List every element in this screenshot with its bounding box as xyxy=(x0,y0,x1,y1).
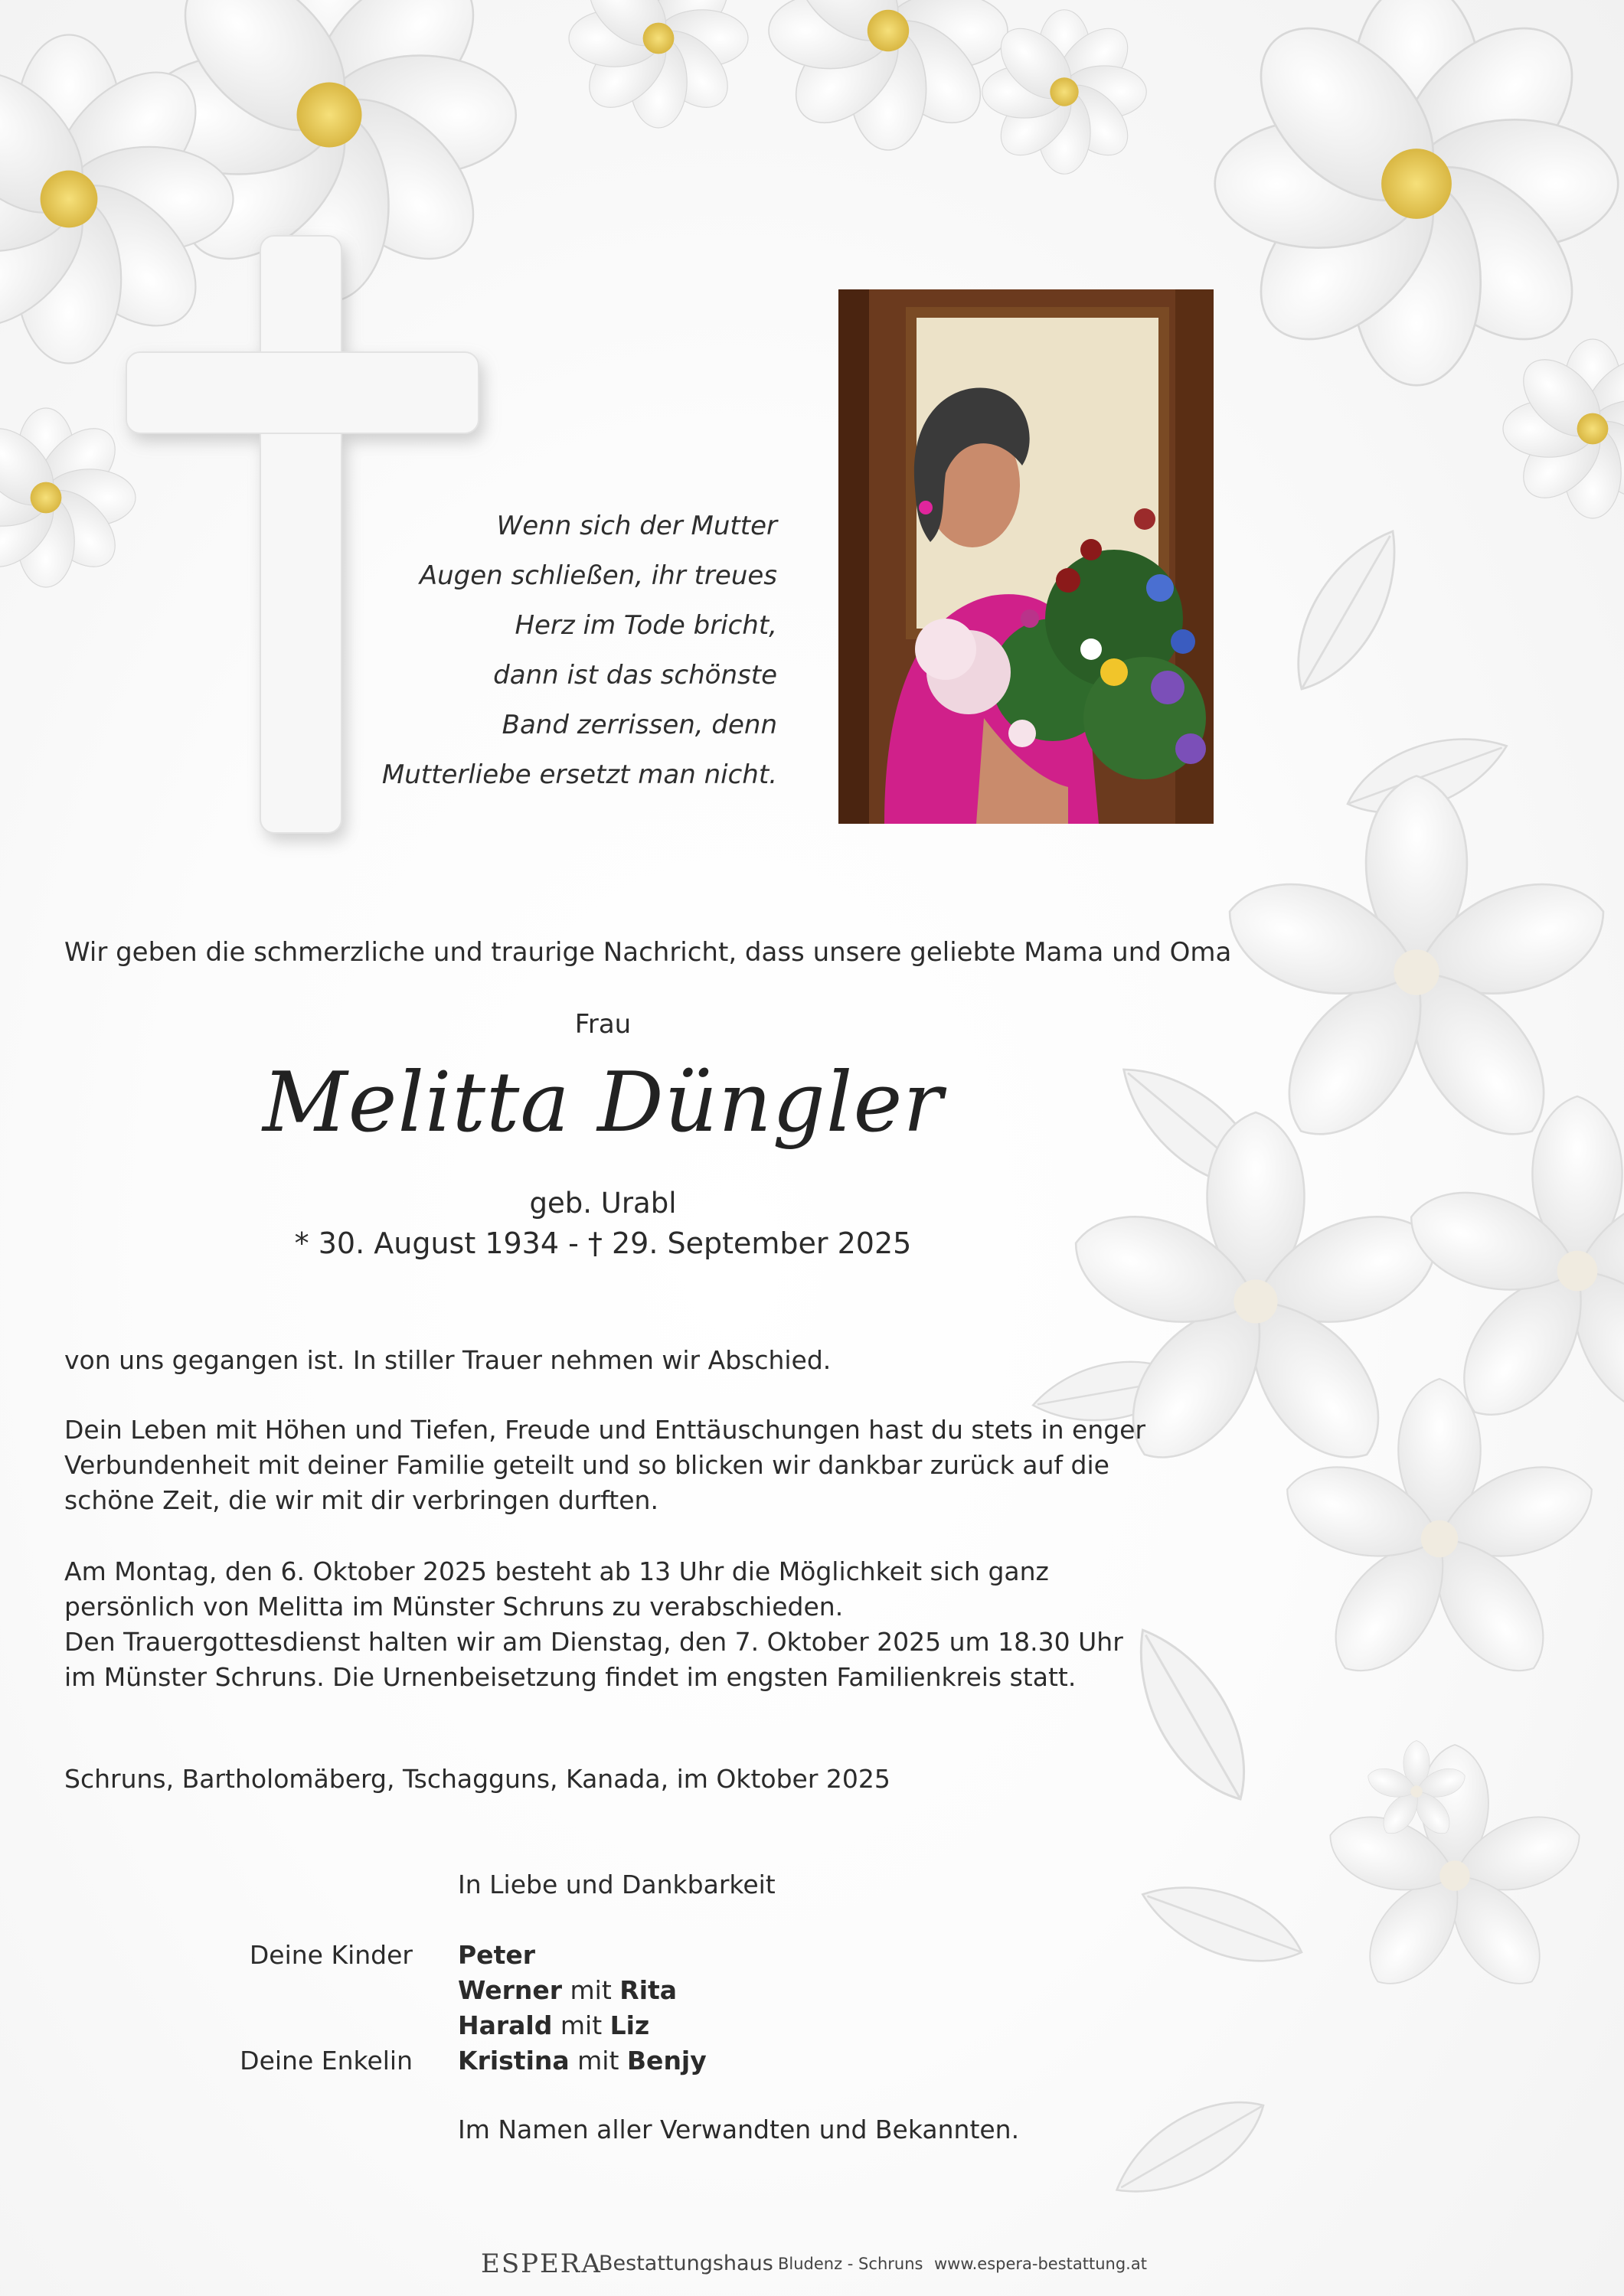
footer xyxy=(0,2249,1624,2282)
partner-name: Liz xyxy=(609,2010,650,2040)
flower-icon xyxy=(1215,0,1619,385)
flower-icon xyxy=(0,408,136,587)
mourner-name: Werner xyxy=(458,1975,563,2005)
partner-name: Rita xyxy=(619,1975,678,2005)
poem-line: Band zerrissen, denn xyxy=(502,710,777,740)
mourner-line xyxy=(458,1975,677,2005)
intro-text: Wir geben die schmerzliche und traurige Nachricht, dass unsere geliebte Mama und Oma xyxy=(64,937,1232,968)
flower-icon xyxy=(1214,776,1619,1161)
poem-line: Augen schließen, ihr treues xyxy=(419,560,777,591)
mourner-name: Harald xyxy=(458,2010,553,2040)
mourner-name: Kristina xyxy=(458,2046,570,2076)
body-paragraph xyxy=(64,1343,831,1378)
body-paragraph xyxy=(64,1413,1145,1518)
connector-word: mit xyxy=(560,2010,610,2040)
connector-word: mit xyxy=(577,2046,627,2076)
body-line: persönlich von Melitta im Münster Schruns zu verabschieden. xyxy=(64,1592,844,1622)
portrait-photo xyxy=(838,289,1214,824)
children-label: Deine Kinder xyxy=(249,1940,413,1970)
final-phrase: Im Namen aller Verwandten und Bekannten. xyxy=(458,2115,1020,2144)
footer-website[interactable]: www.espera-bestattung.at xyxy=(934,2255,1147,2273)
body-line: Den Trauergottesdienst halten wir am Dienstag, den 7. Oktober 2025 um 18.30 Uhr xyxy=(64,1627,1123,1657)
grandchildren-label: Deine Enkelin xyxy=(240,2046,413,2076)
poem-line: Mutterliebe ersetzt man nicht. xyxy=(381,759,777,790)
deceased-name: Melitta Düngler xyxy=(262,1055,944,1151)
body-line: Dein Leben mit Höhen und Tiefen, Freude und Enttäuschungen hast du stets in enger xyxy=(64,1415,1146,1445)
mourner-line xyxy=(458,1940,535,1970)
body-line: von uns gegangen ist. In stiller Trauer nehmen wir Abschied. xyxy=(64,1345,832,1375)
body-line: schöne Zeit, die wir mit dir verbringen durften. xyxy=(64,1485,658,1515)
closing-phrase: In Liebe und Dankbarkeit xyxy=(458,1870,776,1899)
memorial-poem xyxy=(322,501,777,800)
body-line: im Münster Schruns. Die Urnenbeisetzung findet im engsten Familienkreis statt. xyxy=(64,1662,1077,1692)
poem-line: Wenn sich der Mutter xyxy=(496,511,777,541)
mourner-name: Peter xyxy=(458,1940,535,1970)
poem-line: dann ist das schönste xyxy=(493,660,777,691)
body-paragraph xyxy=(64,1554,1123,1695)
place-date: Schruns, Bartholomäberg, Tschagguns, Kanada, im Oktober 2025 xyxy=(64,1764,890,1794)
partner-name: Benjy xyxy=(626,2046,707,2076)
connector-word: mit xyxy=(570,1975,620,2005)
flower-icon xyxy=(982,10,1147,175)
flower-icon xyxy=(1503,339,1624,518)
salutation: Frau xyxy=(574,1009,632,1040)
body-line: Verbundenheit mit deiner Familie geteilt und so blicken wir dankbar zurück auf die xyxy=(64,1450,1109,1480)
poem-line: Herz im Tode bricht, xyxy=(515,610,777,641)
flower-icon xyxy=(769,0,1008,150)
flower-icon xyxy=(569,0,748,128)
brand-name: ESPERA xyxy=(481,2249,602,2279)
mourner-line xyxy=(458,2010,649,2040)
footer-locations: Bludenz - Schruns xyxy=(778,2255,923,2273)
body-line: Am Montag, den 6. Oktober 2025 besteht ab 13 Uhr die Möglichkeit sich ganz xyxy=(64,1556,1049,1586)
maiden-name: geb. Urabl xyxy=(529,1187,677,1220)
brand-suffix: Bestattungshaus xyxy=(599,2252,773,2275)
mourner-line xyxy=(458,2046,707,2076)
life-dates: * 30. August 1934 - † 29. September 2025 xyxy=(294,1226,912,1260)
